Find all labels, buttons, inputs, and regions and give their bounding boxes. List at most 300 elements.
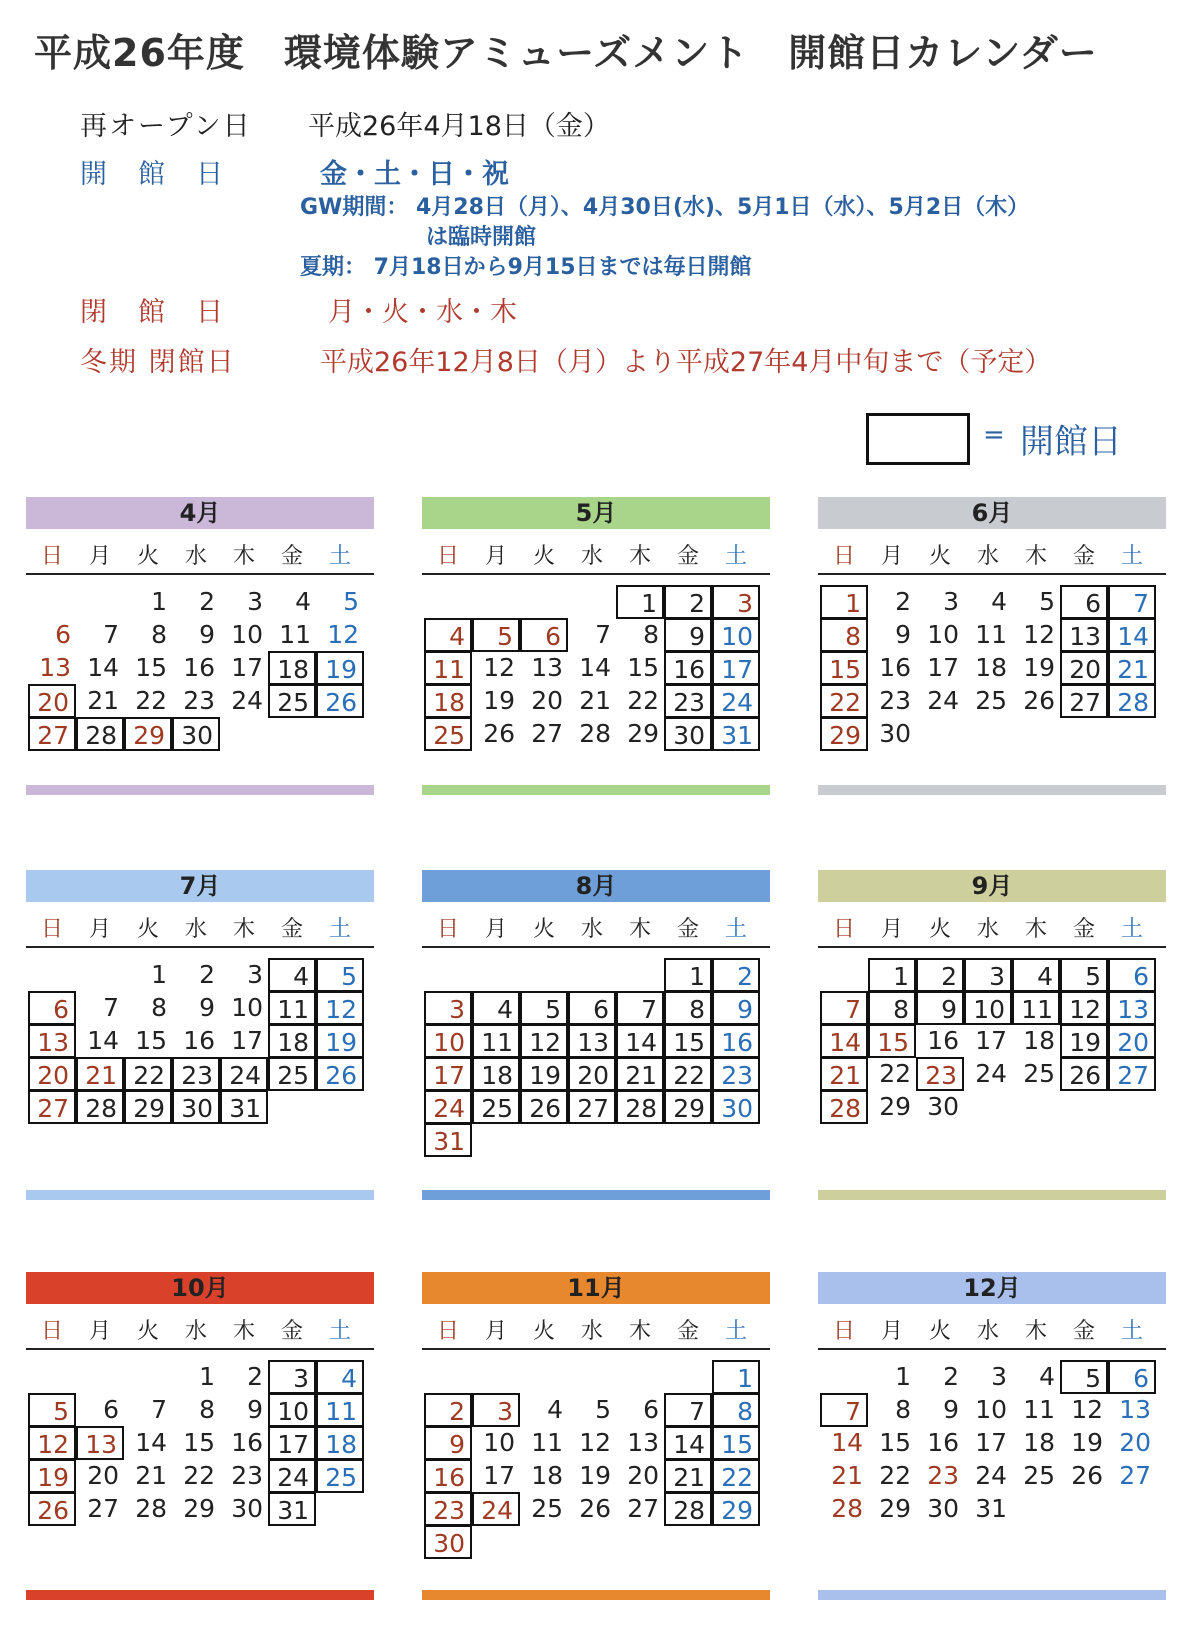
calendar-day-open: 6 bbox=[568, 991, 616, 1025]
calendar-day: 1 bbox=[895, 1362, 911, 1391]
weekday-label: 土 bbox=[328, 544, 351, 569]
calendar-day-open: 1 bbox=[664, 958, 712, 992]
calendar-day-open: 23 bbox=[712, 1057, 760, 1091]
weekday-label: 月 bbox=[88, 1319, 111, 1344]
calendar-day: 28 bbox=[135, 1494, 167, 1523]
calendar-day: 28 bbox=[579, 719, 611, 748]
calendar-day-open: 12 bbox=[1060, 991, 1108, 1025]
calendar-day-open: 3 bbox=[472, 1393, 520, 1427]
calendar-day-open: 1 bbox=[712, 1360, 760, 1394]
calendar-day-open: 9 bbox=[424, 1426, 472, 1460]
weekday-divider bbox=[422, 946, 770, 948]
calendar-day-open: 2 bbox=[664, 585, 712, 619]
calendar-day-open: 11 bbox=[268, 991, 316, 1025]
calendar-day-open: 14 bbox=[820, 1024, 868, 1058]
weekday-label: 月 bbox=[484, 544, 507, 569]
calendar-day-open: 8 bbox=[820, 618, 868, 652]
calendar-day-open: 18 bbox=[472, 1057, 520, 1091]
calendar-day: 26 bbox=[579, 1494, 611, 1523]
calendar-day-open: 10 bbox=[268, 1393, 316, 1427]
calendar-day: 19 bbox=[1071, 1428, 1103, 1457]
calendar-day: 14 bbox=[87, 653, 119, 682]
calendar-day: 12 bbox=[1023, 620, 1055, 649]
calendar-day: 15 bbox=[183, 1428, 215, 1457]
calendar-day-open: 29 bbox=[712, 1492, 760, 1526]
calendar-day: 7 bbox=[103, 993, 119, 1022]
calendar-day: 23 bbox=[927, 1461, 959, 1490]
calendar-day-open: 2 bbox=[916, 958, 964, 992]
calendar-day-open: 1 bbox=[616, 585, 664, 619]
calendar-day: 23 bbox=[183, 686, 215, 715]
calendar-day: 17 bbox=[483, 1461, 515, 1490]
calendar-day: 11 bbox=[531, 1428, 563, 1457]
calendar-day-open: 29 bbox=[820, 717, 868, 751]
calendar-day-open: 14 bbox=[616, 1024, 664, 1058]
calendar-day: 21 bbox=[579, 686, 611, 715]
legend-equals: = bbox=[983, 420, 1005, 450]
calendar-day-open: 4 bbox=[472, 991, 520, 1025]
weekday-divider bbox=[818, 946, 1166, 948]
calendar-day-open: 22 bbox=[124, 1057, 172, 1091]
calendar-day: 13 bbox=[39, 653, 71, 682]
calendar-day-open: 26 bbox=[28, 1492, 76, 1526]
weekday-label: 木 bbox=[232, 544, 255, 569]
calendar-day: 16 bbox=[183, 653, 215, 682]
calendar-day-open: 5 bbox=[1060, 1360, 1108, 1394]
month-header: 8月 bbox=[422, 870, 770, 902]
calendar-day-open: 28 bbox=[616, 1090, 664, 1124]
calendar-day-open: 15 bbox=[712, 1426, 760, 1460]
month-footer-bar bbox=[26, 1590, 374, 1600]
weekday-divider bbox=[26, 1348, 374, 1350]
calendar-day: 22 bbox=[879, 1461, 911, 1490]
calendar-day-open: 23 bbox=[172, 1057, 220, 1091]
calendar-day: 3 bbox=[247, 960, 263, 989]
month-footer-bar bbox=[422, 1590, 770, 1600]
calendar-day: 30 bbox=[879, 719, 911, 748]
calendar-day: 16 bbox=[183, 1026, 215, 1055]
weekday-label: 火 bbox=[532, 917, 555, 942]
calendar-day: 13 bbox=[531, 653, 563, 682]
open-value: 金・土・日・祝 bbox=[320, 159, 509, 190]
month-calendar bbox=[422, 870, 770, 1170]
calendar-day: 12 bbox=[1071, 1395, 1103, 1424]
calendar-day-open: 19 bbox=[316, 651, 364, 685]
calendar-day-open: 9 bbox=[664, 618, 712, 652]
weekday-label: 水 bbox=[184, 544, 207, 569]
weekday-label: 水 bbox=[976, 544, 999, 569]
calendar-day-open: 13 bbox=[76, 1426, 124, 1460]
gw-note-line2: は臨時開館 bbox=[426, 225, 537, 250]
calendar-day-open: 24 bbox=[712, 684, 760, 718]
calendar-day-open: 21 bbox=[76, 1057, 124, 1091]
calendar-day: 18 bbox=[531, 1461, 563, 1490]
calendar-day-open: 12 bbox=[316, 991, 364, 1025]
calendar-day: 18 bbox=[975, 653, 1007, 682]
calendar-day: 27 bbox=[87, 1494, 119, 1523]
calendar-day-open: 8 bbox=[664, 991, 712, 1025]
calendar-day-open: 14 bbox=[1108, 618, 1156, 652]
calendar-day: 1 bbox=[151, 960, 167, 989]
weekday-label: 木 bbox=[1024, 1319, 1047, 1344]
calendar-day-open: 30 bbox=[712, 1090, 760, 1124]
calendar-day-open: 31 bbox=[424, 1123, 472, 1157]
calendar-day: 20 bbox=[627, 1461, 659, 1490]
weekday-label: 日 bbox=[436, 917, 459, 942]
calendar-day-open: 26 bbox=[316, 684, 364, 718]
calendar-day: 22 bbox=[135, 686, 167, 715]
calendar-day: 11 bbox=[1023, 1395, 1055, 1424]
month-header: 7月 bbox=[26, 870, 374, 902]
calendar-day: 8 bbox=[151, 993, 167, 1022]
month-calendar bbox=[818, 497, 1166, 797]
calendar-day-open: 17 bbox=[268, 1426, 316, 1460]
calendar-day: 8 bbox=[151, 620, 167, 649]
calendar-day: 24 bbox=[231, 686, 263, 715]
calendar-day-open: 30 bbox=[664, 717, 712, 751]
calendar-day-open: 9 bbox=[712, 991, 760, 1025]
legend-label: 開館日 bbox=[1020, 422, 1122, 462]
calendar-day-open: 25 bbox=[424, 717, 472, 751]
calendar-day: 10 bbox=[483, 1428, 515, 1457]
calendar-day: 30 bbox=[927, 1092, 959, 1121]
calendar-day: 24 bbox=[975, 1059, 1007, 1088]
calendar-day-open: 20 bbox=[1060, 651, 1108, 685]
calendar-day-open: 29 bbox=[124, 717, 172, 751]
calendar-day: 24 bbox=[927, 686, 959, 715]
weekday-divider bbox=[26, 946, 374, 948]
weekday-label: 土 bbox=[1120, 544, 1143, 569]
calendar-day-open: 9 bbox=[916, 991, 964, 1025]
calendar-day: 25 bbox=[531, 1494, 563, 1523]
calendar-day: 7 bbox=[151, 1395, 167, 1424]
calendar-day: 30 bbox=[927, 1494, 959, 1523]
month-footer-bar bbox=[26, 1190, 374, 1200]
weekday-label: 土 bbox=[1120, 917, 1143, 942]
closed-value: 月・火・水・木 bbox=[328, 297, 517, 328]
month-header: 6月 bbox=[818, 497, 1166, 529]
calendar-day-open: 10 bbox=[424, 1024, 472, 1058]
calendar-day: 8 bbox=[643, 620, 659, 649]
calendar-day: 4 bbox=[295, 587, 311, 616]
calendar-day-open: 28 bbox=[76, 1090, 124, 1124]
calendar-day: 15 bbox=[135, 653, 167, 682]
weekday-label: 日 bbox=[40, 917, 63, 942]
calendar-day-open: 21 bbox=[664, 1459, 712, 1493]
calendar-day: 6 bbox=[55, 620, 71, 649]
calendar-day: 14 bbox=[831, 1428, 863, 1457]
month-footer-bar bbox=[818, 785, 1166, 795]
calendar-day: 13 bbox=[627, 1428, 659, 1457]
calendar-day: 7 bbox=[103, 620, 119, 649]
calendar-day: 2 bbox=[943, 1362, 959, 1391]
calendar-day: 19 bbox=[1023, 653, 1055, 682]
calendar-day-open: 18 bbox=[316, 1426, 364, 1460]
calendar-day: 17 bbox=[975, 1428, 1007, 1457]
weekday-label: 土 bbox=[328, 917, 351, 942]
calendar-day-open: 21 bbox=[820, 1057, 868, 1091]
calendar-day-open: 4 bbox=[268, 958, 316, 992]
calendar-day-open: 20 bbox=[28, 1057, 76, 1091]
calendar-day-open: 25 bbox=[268, 1057, 316, 1091]
month-footer-bar bbox=[26, 785, 374, 795]
weekday-label: 金 bbox=[676, 544, 699, 569]
calendar-day-open: 10 bbox=[712, 618, 760, 652]
calendar-day: 15 bbox=[879, 1428, 911, 1457]
weekday-label: 火 bbox=[928, 1319, 951, 1344]
calendar-day: 10 bbox=[927, 620, 959, 649]
calendar-day: 23 bbox=[879, 686, 911, 715]
month-header: 4月 bbox=[26, 497, 374, 529]
calendar-day: 16 bbox=[927, 1026, 959, 1055]
weekday-label: 月 bbox=[88, 544, 111, 569]
calendar-day: 24 bbox=[975, 1461, 1007, 1490]
calendar-day: 3 bbox=[247, 587, 263, 616]
weekday-label: 木 bbox=[1024, 917, 1047, 942]
calendar-day-open: 23 bbox=[916, 1057, 964, 1091]
calendar-day: 23 bbox=[231, 1461, 263, 1490]
calendar-day-open: 2 bbox=[712, 958, 760, 992]
calendar-day: 2 bbox=[199, 587, 215, 616]
calendar-day: 10 bbox=[231, 620, 263, 649]
weekday-label: 水 bbox=[184, 917, 207, 942]
calendar-day-open: 27 bbox=[1108, 1057, 1156, 1091]
calendar-day-open: 12 bbox=[520, 1024, 568, 1058]
calendar-day: 1 bbox=[199, 1362, 215, 1391]
closed-label: 閉 館 日 bbox=[80, 297, 225, 328]
gw-note-line1: GW期間： 4月28日（月）、4月30日(水)、5月1日（水）、5月2日（木） bbox=[300, 195, 1030, 220]
calendar-day-open: 26 bbox=[316, 1057, 364, 1091]
calendar-day-open: 19 bbox=[520, 1057, 568, 1091]
calendar-day: 21 bbox=[87, 686, 119, 715]
calendar-day: 16 bbox=[879, 653, 911, 682]
calendar-day: 22 bbox=[183, 1461, 215, 1490]
weekday-label: 金 bbox=[676, 1319, 699, 1344]
calendar-day-open: 24 bbox=[268, 1459, 316, 1493]
calendar-day-open: 31 bbox=[220, 1090, 268, 1124]
calendar-day: 16 bbox=[231, 1428, 263, 1457]
calendar-day-open: 2 bbox=[424, 1393, 472, 1427]
calendar-day: 10 bbox=[975, 1395, 1007, 1424]
calendar-day: 4 bbox=[1039, 1362, 1055, 1391]
month-calendar bbox=[26, 497, 374, 797]
calendar-day-open: 11 bbox=[424, 651, 472, 685]
calendar-day: 30 bbox=[231, 1494, 263, 1523]
weekday-label: 水 bbox=[580, 917, 603, 942]
calendar-day-open: 14 bbox=[664, 1426, 712, 1460]
weekday-label: 金 bbox=[1072, 544, 1095, 569]
month-footer-bar bbox=[818, 1590, 1166, 1600]
calendar-day-open: 20 bbox=[568, 1057, 616, 1091]
calendar-day-open: 25 bbox=[268, 684, 316, 718]
calendar-day-open: 19 bbox=[316, 1024, 364, 1058]
weekday-label: 日 bbox=[40, 1319, 63, 1344]
calendar-day-open: 11 bbox=[472, 1024, 520, 1058]
calendar-day-open: 22 bbox=[664, 1057, 712, 1091]
calendar-day-open: 13 bbox=[1060, 618, 1108, 652]
calendar-day: 27 bbox=[531, 719, 563, 748]
weekday-label: 金 bbox=[676, 917, 699, 942]
weekday-label: 水 bbox=[580, 544, 603, 569]
weekday-label: 月 bbox=[484, 917, 507, 942]
calendar-day: 21 bbox=[831, 1461, 863, 1490]
calendar-day: 26 bbox=[1071, 1461, 1103, 1490]
calendar-day-open: 17 bbox=[424, 1057, 472, 1091]
month-calendar bbox=[818, 1272, 1166, 1572]
calendar-day: 14 bbox=[87, 1026, 119, 1055]
calendar-day-open: 7 bbox=[1108, 585, 1156, 619]
calendar-day-open: 25 bbox=[472, 1090, 520, 1124]
calendar-day-open: 1 bbox=[868, 958, 916, 992]
calendar-day: 20 bbox=[87, 1461, 119, 1490]
weekday-label: 金 bbox=[1072, 1319, 1095, 1344]
calendar-day: 12 bbox=[327, 620, 359, 649]
calendar-day-open: 1 bbox=[820, 585, 868, 619]
calendar-day-open: 7 bbox=[664, 1393, 712, 1427]
open-label: 開 館 日 bbox=[80, 159, 225, 190]
calendar-day-open: 5 bbox=[316, 958, 364, 992]
calendar-day: 4 bbox=[991, 587, 1007, 616]
reopen-value: 平成26年4月18日（金） bbox=[308, 111, 610, 142]
calendar-day-open: 3 bbox=[712, 585, 760, 619]
calendar-day: 29 bbox=[183, 1494, 215, 1523]
calendar-day: 19 bbox=[483, 686, 515, 715]
calendar-day: 15 bbox=[627, 653, 659, 682]
summer-note: 夏期： 7月18日から9月15日までは毎日開館 bbox=[300, 255, 752, 280]
calendar-day: 12 bbox=[483, 653, 515, 682]
weekday-label: 水 bbox=[976, 917, 999, 942]
weekday-label: 土 bbox=[1120, 1319, 1143, 1344]
winter-label: 冬期 閉館日 bbox=[80, 347, 236, 378]
calendar-day-open: 21 bbox=[1108, 651, 1156, 685]
calendar-day-open: 31 bbox=[268, 1492, 316, 1526]
weekday-label: 火 bbox=[532, 544, 555, 569]
weekday-label: 日 bbox=[436, 1319, 459, 1344]
weekday-label: 火 bbox=[136, 544, 159, 569]
calendar-day: 11 bbox=[279, 620, 311, 649]
calendar-day: 11 bbox=[975, 620, 1007, 649]
calendar-day: 31 bbox=[975, 1494, 1007, 1523]
calendar-day-open: 29 bbox=[124, 1090, 172, 1124]
calendar-day: 29 bbox=[627, 719, 659, 748]
weekday-label: 木 bbox=[232, 917, 255, 942]
weekday-label: 日 bbox=[436, 544, 459, 569]
weekday-label: 火 bbox=[532, 1319, 555, 1344]
calendar-day-open: 19 bbox=[1060, 1024, 1108, 1058]
month-calendar bbox=[422, 1272, 770, 1572]
weekday-label: 木 bbox=[1024, 544, 1047, 569]
calendar-day-open: 8 bbox=[712, 1393, 760, 1427]
calendar-day-open: 28 bbox=[1108, 684, 1156, 718]
calendar-day-open: 26 bbox=[1060, 1057, 1108, 1091]
calendar-day-open: 15 bbox=[868, 1024, 916, 1058]
calendar-day-open: 27 bbox=[28, 1090, 76, 1124]
weekday-label: 月 bbox=[88, 917, 111, 942]
calendar-day-open: 24 bbox=[220, 1057, 268, 1091]
weekday-label: 木 bbox=[628, 1319, 651, 1344]
calendar-day: 26 bbox=[1023, 686, 1055, 715]
weekday-label: 月 bbox=[880, 544, 903, 569]
calendar-day-open: 13 bbox=[28, 1024, 76, 1058]
calendar-day: 21 bbox=[135, 1461, 167, 1490]
calendar-day: 18 bbox=[1023, 1026, 1055, 1055]
month-header: 9月 bbox=[818, 870, 1166, 902]
calendar-day-open: 27 bbox=[1060, 684, 1108, 718]
calendar-day: 5 bbox=[1039, 587, 1055, 616]
calendar-day-open: 20 bbox=[28, 684, 76, 718]
month-footer-bar bbox=[422, 785, 770, 795]
calendar-day-open: 3 bbox=[424, 991, 472, 1025]
weekday-label: 金 bbox=[280, 1319, 303, 1344]
calendar-day-open: 28 bbox=[820, 1090, 868, 1124]
calendar-day-open: 6 bbox=[1108, 958, 1156, 992]
calendar-day-open: 30 bbox=[424, 1525, 472, 1559]
weekday-divider bbox=[26, 573, 374, 575]
weekday-label: 水 bbox=[976, 1319, 999, 1344]
weekday-label: 月 bbox=[484, 1319, 507, 1344]
weekday-label: 日 bbox=[40, 544, 63, 569]
calendar-day: 20 bbox=[1119, 1428, 1151, 1457]
calendar-day: 20 bbox=[531, 686, 563, 715]
calendar-day-open: 7 bbox=[616, 991, 664, 1025]
legend-box bbox=[866, 413, 970, 465]
calendar-day: 29 bbox=[879, 1092, 911, 1121]
calendar-day-open: 17 bbox=[712, 651, 760, 685]
weekday-label: 水 bbox=[580, 1319, 603, 1344]
calendar-day: 5 bbox=[343, 587, 359, 616]
calendar-day-open: 6 bbox=[1108, 1360, 1156, 1394]
calendar-day: 29 bbox=[879, 1494, 911, 1523]
calendar-day: 9 bbox=[895, 620, 911, 649]
month-calendar bbox=[26, 870, 374, 1170]
winter-value: 平成26年12月8日（月）より平成27年4月中旬まで（予定） bbox=[320, 347, 1052, 378]
calendar-day-open: 21 bbox=[616, 1057, 664, 1091]
weekday-label: 木 bbox=[628, 917, 651, 942]
calendar-day-open: 6 bbox=[1060, 585, 1108, 619]
month-header: 12月 bbox=[818, 1272, 1166, 1304]
calendar-day: 17 bbox=[927, 653, 959, 682]
calendar-day: 12 bbox=[579, 1428, 611, 1457]
weekday-label: 日 bbox=[832, 544, 855, 569]
calendar-day-open: 5 bbox=[1060, 958, 1108, 992]
calendar-day-open: 3 bbox=[964, 958, 1012, 992]
weekday-label: 火 bbox=[136, 1319, 159, 1344]
calendar-day-open: 28 bbox=[664, 1492, 712, 1526]
weekday-label: 日 bbox=[832, 1319, 855, 1344]
calendar-day: 17 bbox=[231, 1026, 263, 1055]
calendar-day: 9 bbox=[199, 620, 215, 649]
page-title: 平成26年度 環境体験アミューズメント 開館日カレンダー bbox=[34, 31, 1098, 75]
calendar-day: 6 bbox=[643, 1395, 659, 1424]
calendar-day: 25 bbox=[975, 686, 1007, 715]
calendar-day-open: 5 bbox=[28, 1393, 76, 1427]
weekday-label: 金 bbox=[280, 544, 303, 569]
weekday-divider bbox=[818, 573, 1166, 575]
calendar-day-open: 24 bbox=[472, 1492, 520, 1526]
calendar-day-open: 30 bbox=[172, 717, 220, 751]
calendar-day: 8 bbox=[895, 1395, 911, 1424]
calendar-day: 2 bbox=[199, 960, 215, 989]
weekday-label: 木 bbox=[628, 544, 651, 569]
calendar-day-open: 23 bbox=[424, 1492, 472, 1526]
calendar-day: 2 bbox=[247, 1362, 263, 1391]
calendar-day: 17 bbox=[231, 653, 263, 682]
calendar-day-open: 4 bbox=[424, 618, 472, 652]
calendar-day: 19 bbox=[579, 1461, 611, 1490]
calendar-day-open: 27 bbox=[28, 717, 76, 751]
calendar-day: 2 bbox=[895, 587, 911, 616]
calendar-day-open: 7 bbox=[820, 1393, 868, 1427]
